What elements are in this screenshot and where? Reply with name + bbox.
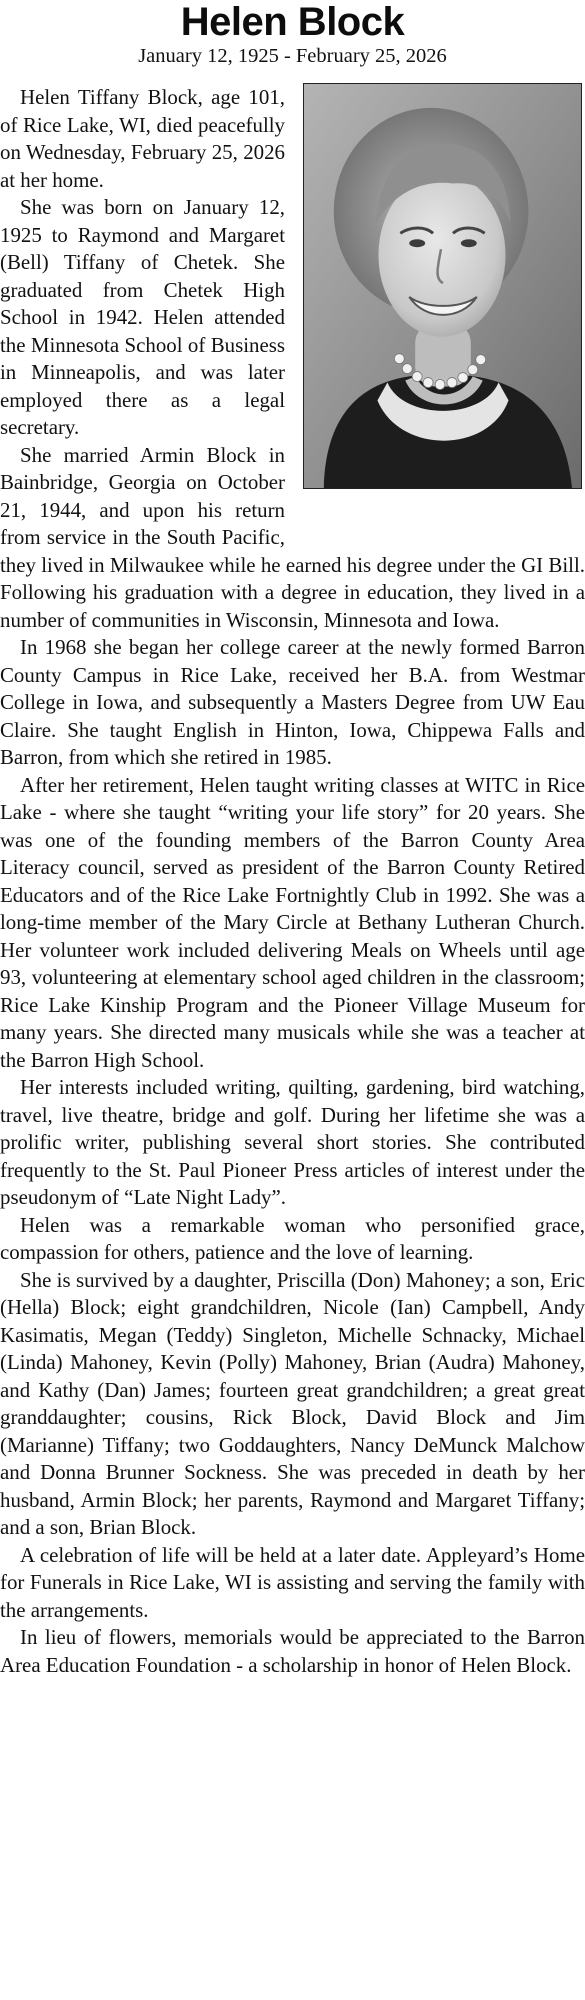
obituary-paragraph: She married Armin Block in Bainbridge, Georgia on October 21, 1944, and upon his return from service in the South Pacific, they lived in Milwaukee while he earned his degree under the GI Bill. Following his graduation with a degree in education, they lived in a number of communities in Wisconsin, Minnesota and Iowa. xyxy=(0,442,585,632)
obituary-paragraph: Helen Tiffany Block, age 101, of Rice Lake, WI, died peacefully on Wednesday, February 25, 2026 at her home. xyxy=(0,85,285,192)
obituary-paragraph: In 1968 she began her college career at the newly formed Barron County Campus in Rice Lake, received her B.A. from Westmar College in Iowa, and subsequently a Masters Degree from UW Eau Claire. She taught English in Hinton, Iowa, Chippewa Falls and Barron, from which she retired in 1985. xyxy=(0,635,585,769)
page-title: Helen Block xyxy=(180,0,405,44)
obituary-paragraph: A celebration of life will be held at a later date. Appleyard’s Home for Funerals in Rice Lake, WI is assisting and serving the family with the arrangements. xyxy=(0,1542,585,1622)
obituary-text xyxy=(0,84,585,1679)
obituary-paragraph: After her retirement, Helen taught writing classes at WITC in Rice Lake - where she taught “writing your life story” for 20 years. She was one of the founding members of the Barron County Area Literacy council, served as president of the Barron County Retired Educators and of the Rice Lake Fortnightly Club in 1992. She was a long-time member of the Mary Circle at Bethany Lutheran Church. Her volunteer work included delivering Meals on Wheels until age 93, volunteering at elementary school aged children in the classroom; Rice Lake Kinship Program and the Pioneer Village Museum for many years. She directed many musicals while she was a teacher at the Barron High School. xyxy=(0,772,585,1072)
obituary-paragraph: She is survived by a daughter, Priscilla (Don) Mahoney; a son, Eric (Hella) Block; eight grandchildren, Nicole (Ian) Campbell, Andy Kasimatis, Megan (Teddy) Singleton, Michelle Schnacky, Michael (Linda) Mahoney, Kevin (Polly) Mahoney, Brian (Audra) Mahoney, and Kathy (Dan) James; fourteen great grandchildren; a great great granddaughter; cousins, Rick Block, David Block and Jim (Marianne) Tiffany; two Goddaughters, Nancy DeMunck Malchow and Donna Brunner Sockness. She was preceded in death by her husband, Armin Block; her parents, Raymond and Margaret Tiffany; and a son, Brian Block. xyxy=(0,1267,585,1539)
obituary-paragraph: She was born on January 12, 1925 to Raymond and Margaret (Bell) Tiffany of Chetek. She graduated from Chetek High School in 1942. Helen attended the Minnesota School of Business in Minneapolis, and was later employed there as a legal secretary. xyxy=(0,195,285,439)
life-dates: January 12, 1925 - February 25, 2026 xyxy=(138,45,447,67)
obituary-paragraph: Helen was a remarkable woman who personified grace, compassion for others, patience and the love of learning. xyxy=(0,1212,585,1264)
obituary-paragraph: Her interests included writing, quilting, gardening, bird watching, travel, live theatre, bridge and golf. During her lifetime she was a prolific writer, publishing several short stories. She contributed frequently to the St. Paul Pioneer Press articles of interest under the pseudonym of “Late Night Lady”. xyxy=(0,1075,585,1209)
obituary-paragraph: In lieu of flowers, memorials would be appreciated to the Barron Area Education Foundation - a scholarship in honor of Helen Block. xyxy=(0,1625,585,1677)
